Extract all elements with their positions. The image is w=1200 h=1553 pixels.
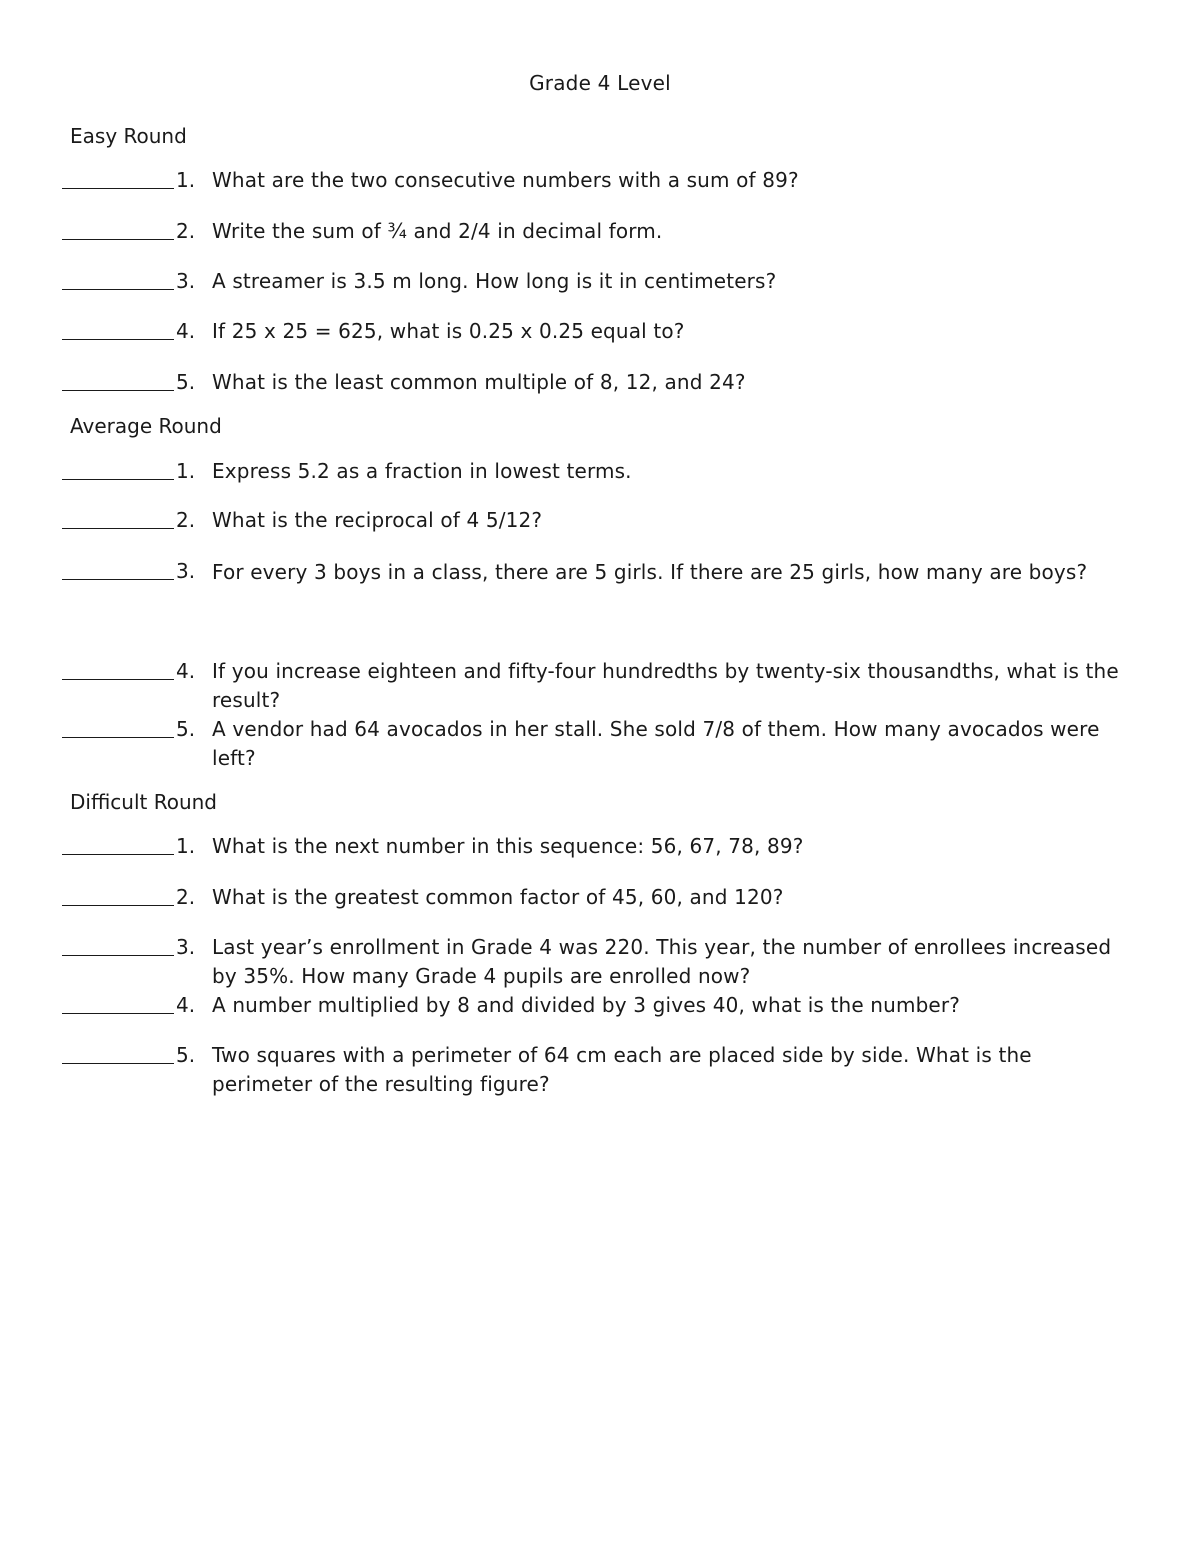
round-heading-easy: Easy Round [70, 124, 187, 148]
answer-blank[interactable] [62, 1063, 174, 1064]
question-number: 3. [176, 269, 196, 293]
answer-blank[interactable] [62, 188, 174, 189]
question-number: 1. [176, 459, 196, 483]
question-text: What is the reciprocal of 4 5/12? [212, 508, 543, 532]
question-number: 3. [176, 935, 196, 959]
question-text: Write the sum of ¾ and 2/4 in decimal form. [212, 219, 663, 243]
answer-blank[interactable] [62, 479, 174, 480]
question-text: If you increase eighteen and fifty-four hundredths by twenty-six thousandths, what is the result? [212, 659, 1119, 712]
question-number: 3. [176, 559, 196, 583]
question-text: A number multiplied by 8 and divided by 3 gives 40, what is the number? [212, 993, 961, 1017]
question-text: What is the least common multiple of 8, 12, and 24? [212, 370, 746, 394]
question-number: 2. [176, 219, 196, 243]
answer-blank[interactable] [62, 737, 174, 738]
question-text: What is the next number in this sequence: 56, 67, 78, 89? [212, 834, 804, 858]
question-number: 1. [176, 168, 196, 192]
answer-blank[interactable] [62, 955, 174, 956]
question-text: Express 5.2 as a fraction in lowest terms. [212, 459, 632, 483]
question-number: 1. [176, 834, 196, 858]
question-number: 5. [176, 1043, 196, 1067]
answer-blank[interactable] [62, 1013, 174, 1014]
round-heading-difficult: Difficult Round [70, 790, 218, 814]
answer-blank[interactable] [62, 854, 174, 855]
question-text: A vendor had 64 avocados in her stall. She sold 7/8 of them. How many avocados were left? [212, 717, 1100, 770]
answer-blank[interactable] [62, 579, 174, 580]
question-text: Last year’s enrollment in Grade 4 was 220. This year, the number of enrollees increased by 35%. How many Grade 4 pupils are enrolled now? [212, 935, 1112, 988]
question-text: If 25 x 25 = 625, what is 0.25 x 0.25 equal to? [212, 319, 685, 343]
round-heading-average: Average Round [70, 414, 222, 438]
answer-blank[interactable] [62, 679, 174, 680]
answer-blank[interactable] [62, 905, 174, 906]
question-text: For every 3 boys in a class, there are 5 girls. If there are 25 girls, how many are boys? [212, 560, 1088, 584]
question-number: 5. [176, 717, 196, 741]
question-text: What is the greatest common factor of 45, 60, and 120? [212, 885, 784, 909]
answer-blank[interactable] [62, 390, 174, 391]
question-text: What are the two consecutive numbers with a sum of 89? [212, 168, 799, 192]
answer-blank[interactable] [62, 239, 174, 240]
page-title: Grade 4 Level [529, 71, 671, 95]
question-number: 4. [176, 319, 196, 343]
question-number: 2. [176, 508, 196, 532]
answer-blank[interactable] [62, 289, 174, 290]
question-text: A streamer is 3.5 m long. How long is it in centimeters? [212, 269, 777, 293]
question-text: Two squares with a perimeter of 64 cm each are placed side by side. What is the perimeter of the resulting figure? [212, 1043, 1032, 1096]
answer-blank[interactable] [62, 528, 174, 529]
answer-blank[interactable] [62, 339, 174, 340]
question-number: 2. [176, 885, 196, 909]
question-number: 5. [176, 370, 196, 394]
question-number: 4. [176, 659, 196, 683]
question-number: 4. [176, 993, 196, 1017]
